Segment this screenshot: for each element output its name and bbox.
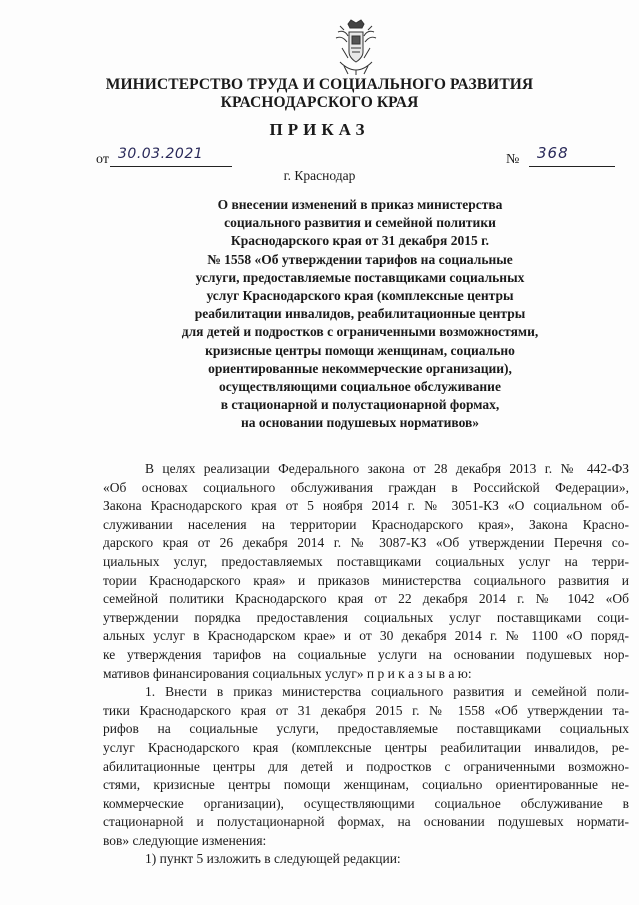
body-line: Закона Краснодарского края от 5 ноября 2014 г. № 3051-КЗ «О социальном об- (103, 498, 629, 514)
body-line: услуг Краснодарского края (комплексные центры реабилитации инвалидов, ре- (103, 739, 629, 755)
coat-of-arms-icon (334, 18, 378, 76)
city: г. Краснодар (283, 168, 356, 183)
body-line: стационарной и полустационарной формах, на основании подушевых нормати- (103, 814, 629, 830)
number-underline (529, 166, 615, 167)
body-line: стями, кризисные центры помощи женщинам, социально ориентированные не- (103, 777, 629, 793)
body-line: утверждении порядка предоставления социальных услуг поставщиками соци- (103, 609, 629, 625)
title-line: осуществляющими социальное обслуживание (219, 379, 501, 395)
title-line: кризисные центры помощи женщинам, социально (205, 342, 515, 358)
title-line: реабилитации инвалидов, реабилитационные центры (194, 306, 526, 322)
body-line: рифов на социальные услуги, предоставляемые поставщиками социальных (103, 721, 629, 737)
body-line: семейной политики Краснодарского края от 22 декабря 2014 г. № 1042 «Об (103, 591, 629, 607)
body-line: В целях реализации Федерального закона от 28 декабря 2013 г. № 442-ФЗ (145, 461, 629, 476)
body-line: служивании населения на территории Краснодарского края», Закона Красно- (103, 516, 629, 532)
body-line: альных услуг в Краснодарском крае» и от 30 декабря 2014 г. № 1100 «О поряд- (103, 628, 629, 644)
body-line: 1. Внести в приказ министерства социального развития и семейной поли- (145, 684, 629, 700)
body-line: «Об основах социального обслуживания граждан в Российской Федерации», (103, 479, 629, 495)
body-line: вов» следующие изменения: (103, 832, 267, 848)
ministry-name-line1: МИНИСТЕРСТВО ТРУДА И СОЦИАЛЬНОГО РАЗВИТИЯ (105, 76, 534, 93)
title-line: на основании подушевых нормативов» (240, 415, 480, 431)
body-line: циальных услуг, предоставляемых поставщиками социальных услуг на терри- (103, 553, 629, 569)
title-line: услуги, предоставляемые поставщиками социальных (195, 269, 525, 285)
body-line: коммерческие организации), осуществляющими социальное обслуживание в (103, 795, 629, 811)
document-title (140, 196, 580, 433)
date-label: от (96, 152, 109, 167)
date-value: 30.03.2021 (118, 146, 204, 162)
body-line: тории Краснодарского края» и приказов министерства социального развития и (103, 572, 629, 588)
title-line: Краснодарского края от 31 декабря 2015 г. (230, 233, 490, 249)
title-line: О внесении изменений в приказ министерства (217, 197, 503, 212)
body-line: дарского края от 26 декабря 2014 г. № 3087-КЗ «Об утверждении Перечня со- (103, 535, 629, 551)
title-line: ориентированные некоммерческие организации), (208, 360, 512, 376)
body-line: тики Краснодарского края от 31 декабря 2015 г. № 1558 «Об утверждении та- (103, 702, 629, 718)
number-value: 368 (537, 144, 569, 162)
number-label: № (506, 152, 520, 167)
title-line: социального развития и семейной политики (224, 215, 496, 231)
document-body (103, 460, 629, 869)
body-line: ке утверждения тарифов на социальные услуги на основании подушевых нор- (103, 646, 629, 662)
date-underline (110, 166, 232, 167)
ministry-name-line2: КРАСНОДАРСКОГО КРАЯ (220, 94, 419, 111)
title-line: № 1558 «Об утверждении тарифов на социальные (207, 251, 513, 267)
title-line: для детей и подростков с ограниченными возможностями, (181, 324, 539, 340)
title-line: в стационарной и полустационарной формах, (220, 397, 500, 413)
body-line: абилитационные центры для детей и подростков с ограниченными возможно- (103, 758, 629, 774)
body-line: 1) пункт 5 изложить в следующей редакции: (145, 851, 401, 867)
document-type: ПРИКАЗ (269, 120, 370, 139)
body-line: мативов финансирования социальных услуг» п р и к а з ы в а ю: (103, 665, 472, 681)
title-line: услуг Краснодарского края (комплексные центры (206, 288, 514, 304)
